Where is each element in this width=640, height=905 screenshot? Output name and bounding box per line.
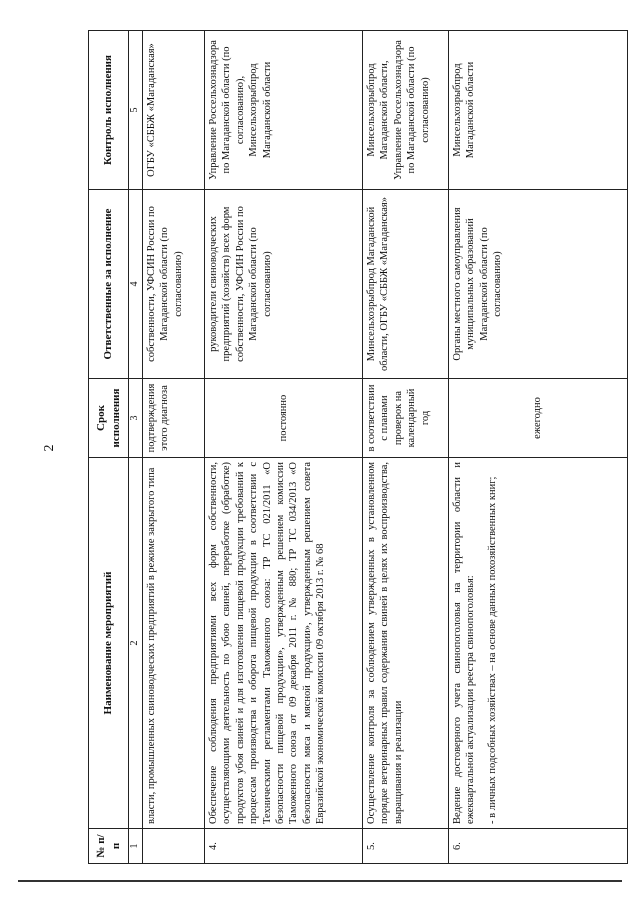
measure-name: Ведение достоверного учета свинопоголовья на территории области и ежеквартальной актуализации реестра свинопоголовья:: [451, 462, 477, 824]
measure-name-subitem: - в личных подсобных хозяйствах – на основе данных похозяйственных книг;: [486, 476, 498, 824]
measure-control: Минсельхозрыбпрод Магаданской области, Управление Россельхознадзора по Магаданской области (по согласованию): [362, 31, 448, 190]
header-number: № п/п: [89, 829, 129, 864]
measure-term: подтверждения этого диагноза: [142, 379, 204, 458]
header-responsible: Ответственные за исполнение: [89, 190, 129, 379]
rotated-page-content: [88, 40, 628, 864]
measure-name: власти, промышленных свиноводческих предприятий в режиме закрытого типа: [142, 458, 204, 829]
table-row: [204, 31, 362, 864]
bottom-rule: [18, 880, 622, 882]
measure-name: Осуществление контроля за соблюдением утвержденных в установленном порядке ветеринарных правил содержания свиней в целях их воспроизводства, выращивания и реализации: [362, 458, 448, 829]
measure-name: Обеспечение соблюдения предприятиями всех форм собственности, осуществляющими деятельность по убою свиней, переработке (обработке) продуктов убоя свиней и для изготовления пищевой продукции требований к процессам производства и оборота пищевой продукции в соответствии с Техническими регламентами Таможенного союза: ТР ТС 021/2011 «О безопасности пищевой продукции», утвержденным решением комиссии Таможенного союза от 09 декабря 2011 г. № 880; ТР ТС 034/2013 «О безопасности мяса и мясной продукции», утвержденным решением совета Евразийской экономической комиссии 09 октября 2013 г. № 68: [204, 458, 362, 829]
row-number: 4.: [204, 829, 362, 864]
measure-control: ОГБУ «СББЖ «Магаданская»: [142, 31, 204, 190]
measure-control: Минсельхозрыбпрод Магаданской области: [448, 31, 627, 190]
header-control: Контроль исполнения: [89, 31, 129, 190]
table-header-row: [89, 31, 129, 864]
table-row: [362, 31, 448, 864]
column-number: 3: [129, 379, 143, 458]
measure-responsible: Органы местного самоуправления муниципальных образований Магаданской области (по согласованию): [448, 190, 627, 379]
measure-responsible: Минсельхозрыбпрод Магаданской области, ОГБУ «СББЖ «Магаданская»: [362, 190, 448, 379]
column-number: 2: [129, 458, 143, 829]
measure-responsible: руководители свиноводческих предприятий (хозяйств) всех форм собственности, УФСИН России по Магаданской области (по согласованию): [204, 190, 362, 379]
table-row: [448, 31, 627, 864]
column-number: 5: [129, 31, 143, 190]
table-row: [142, 31, 204, 864]
column-number: 4: [129, 190, 143, 379]
row-number: 5.: [362, 829, 448, 864]
header-term: Срок исполнения: [89, 379, 129, 458]
measures-table: [88, 30, 628, 864]
page-number: 2: [42, 444, 57, 452]
measure-term: постоянно: [204, 379, 362, 458]
measure-term: в соответствии с планами проверок на календарный год: [362, 379, 448, 458]
row-number: 6.: [448, 829, 627, 864]
measure-control: Управление Россельхознадзора по Магаданской области (по согласованию), Минсельхозрыбпрод Магаданской области: [204, 31, 362, 190]
measure-responsible: собственности, УФСИН России по Магаданской области (по согласованию): [142, 190, 204, 379]
row-number: [142, 829, 204, 864]
column-number: 1: [129, 829, 143, 864]
measure-name-cell: [448, 458, 627, 829]
measure-term: ежегодно: [448, 379, 627, 458]
header-measure-name: Наименование мероприятий: [89, 458, 129, 829]
column-number-row: [129, 31, 143, 864]
